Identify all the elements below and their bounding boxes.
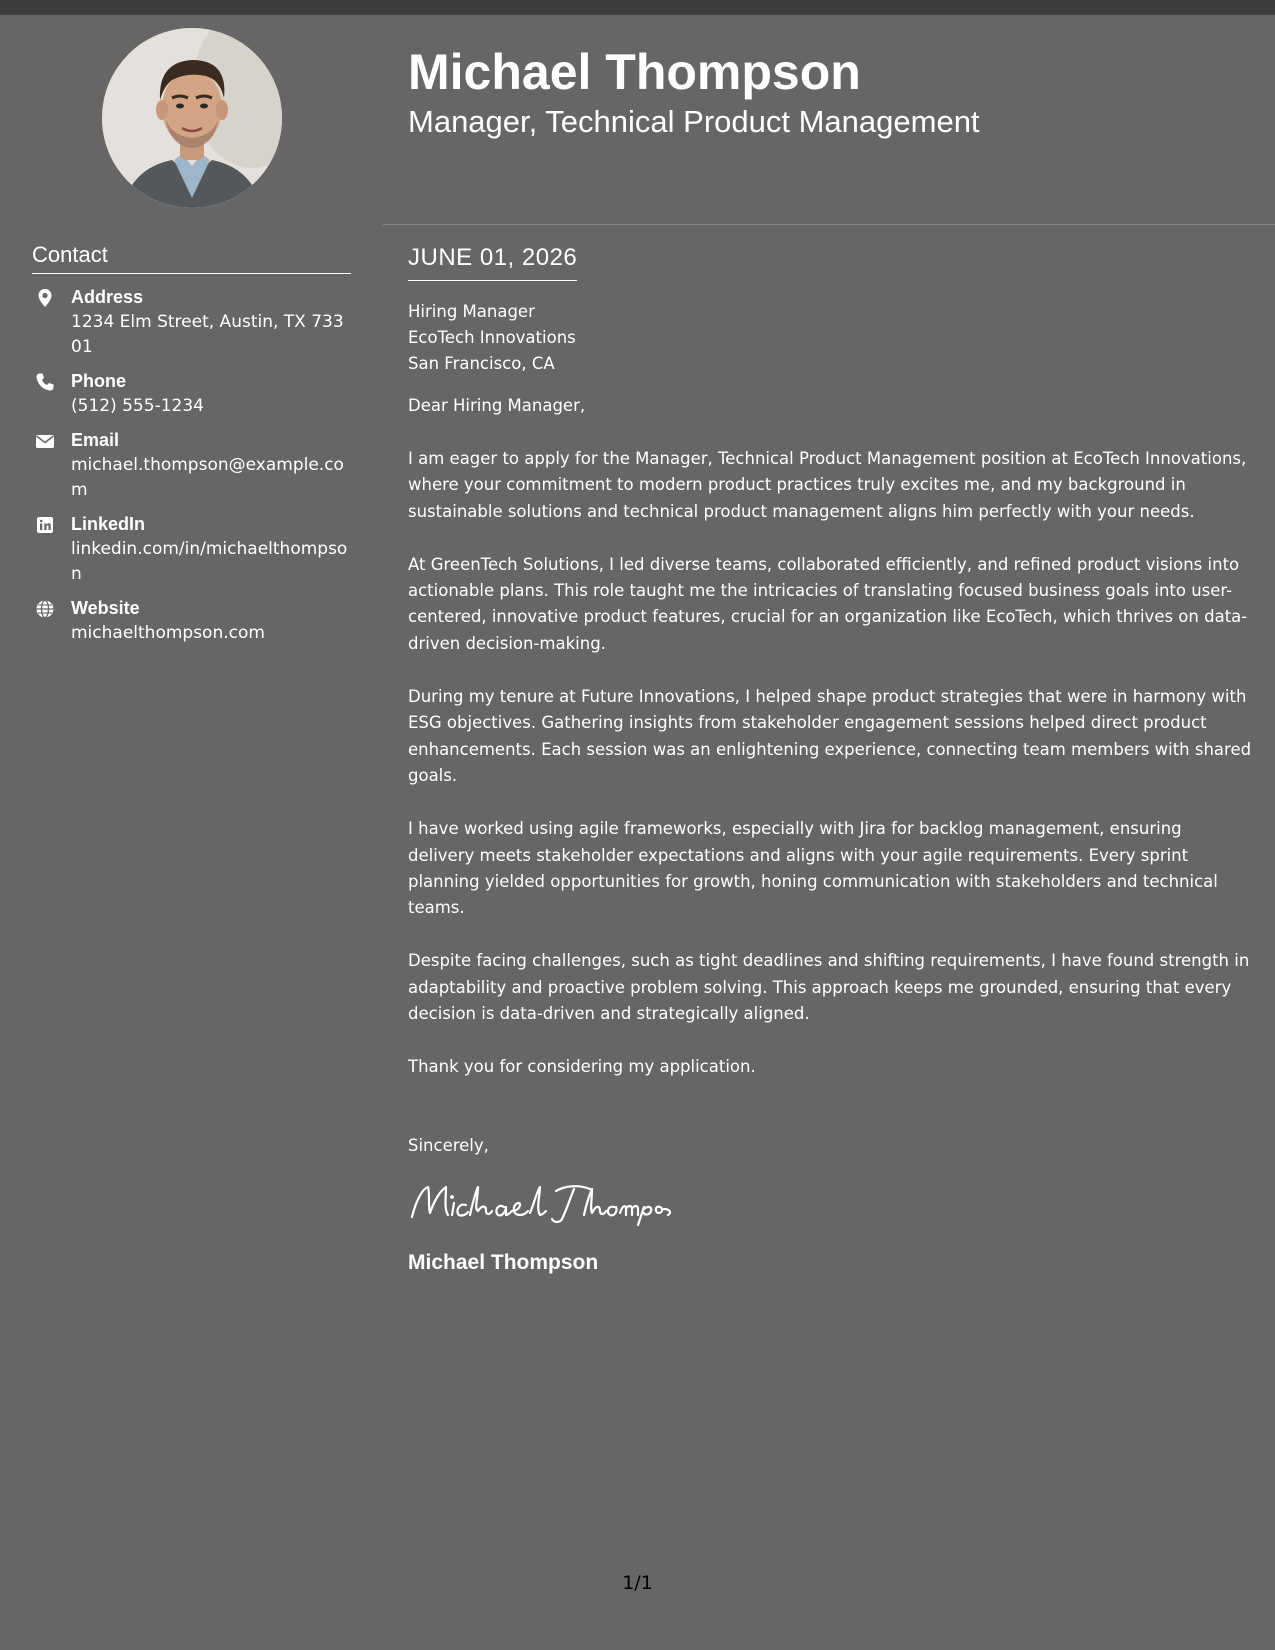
- linkedin-icon: [35, 515, 55, 535]
- recipient-block: [408, 299, 1253, 377]
- address-value: 1234 Elm Street, Austin, TX 73301: [71, 312, 344, 357]
- closing-line: Thank you for considering my application.: [408, 1057, 756, 1077]
- page-number: 1/1: [622, 1572, 653, 1594]
- globe-icon: [35, 599, 55, 619]
- job-title: Manager, Technical Product Management: [408, 104, 980, 139]
- recipient-line: EcoTech Innovations: [408, 328, 576, 347]
- body-paragraph: I am eager to apply for the Manager, Technical Product Management position at EcoTech Innovations, where your commitment to modern product practices truly excites me, and my background in sustainable solutions and technical product management aligns him perfectly with your needs.: [408, 449, 1247, 521]
- map-pin-icon: [35, 288, 55, 308]
- letter-date: JUNE 01, 2026: [408, 240, 577, 281]
- contact-website: [32, 596, 352, 646]
- signoff: Sincerely,: [408, 1136, 489, 1156]
- envelope-icon: [35, 431, 55, 451]
- recipient-line: Hiring Manager: [408, 302, 535, 321]
- contact-linkedin: [32, 512, 352, 587]
- email-value[interactable]: michael.thompson@example.com: [71, 455, 344, 500]
- body-paragraph: I have worked using agile frameworks, especially with Jira for backlog management, ensuring delivery meets stakeholder expectations and aligns with your agile requirements. Every sprint planning yielded opportunities for growth, honing communication with stakeholders and technical teams.: [408, 819, 1218, 918]
- recipient-line: San Francisco, CA: [408, 354, 555, 373]
- contact-label: LinkedIn: [71, 514, 146, 534]
- applicant-name: Michael Thompson: [408, 44, 861, 100]
- contact-phone: [32, 369, 352, 419]
- body-paragraph: Despite facing challenges, such as tight deadlines and shifting requirements, I have found strength in adaptability and proactive problem solving. This approach keeps me grounded, ensuring that every decision is data-driven and strategically aligned.: [408, 951, 1250, 1024]
- contact-label: Address: [71, 287, 144, 307]
- contact-label: Website: [71, 598, 140, 618]
- website-value[interactable]: michaelthompson.com: [71, 623, 265, 643]
- top-bar: [0, 0, 1275, 15]
- contact-label: Email: [71, 430, 120, 450]
- phone-icon: [35, 372, 55, 392]
- header-divider: [383, 224, 1275, 225]
- handwritten-signature: [408, 1179, 678, 1227]
- contact-list: [32, 285, 352, 655]
- body-paragraph: During my tenure at Future Innovations, I helped shape product strategies that were in harmony with ESG objectives. Gathering insights from stakeholder engagement sessions helped direct product enhancements. Each session was an enlightening experience, connecting team members with shared goals.: [408, 687, 1252, 785]
- contact-heading: Contact: [32, 240, 351, 274]
- printed-name: Michael Thompson: [408, 1251, 599, 1275]
- contact-email: [32, 428, 352, 503]
- contact-address: [32, 285, 352, 360]
- linkedin-value[interactable]: linkedin.com/in/michaelthompson: [71, 539, 348, 584]
- letter-body: [408, 240, 1253, 1277]
- contact-label: Phone: [71, 371, 127, 391]
- salutation: Dear Hiring Manager,: [408, 396, 586, 415]
- profile-photo: [102, 28, 282, 208]
- phone-value[interactable]: (512) 555-1234: [71, 396, 204, 416]
- body-paragraph: At GreenTech Solutions, I led diverse teams, collaborated efficiently, and refined product visions into actionable plans. This role taught me the intricacies of translating focused business goals into user-centered, innovative product features, crucial for an organization like EcoTech, which thrives on data-driven decision-making.: [408, 554, 1248, 653]
